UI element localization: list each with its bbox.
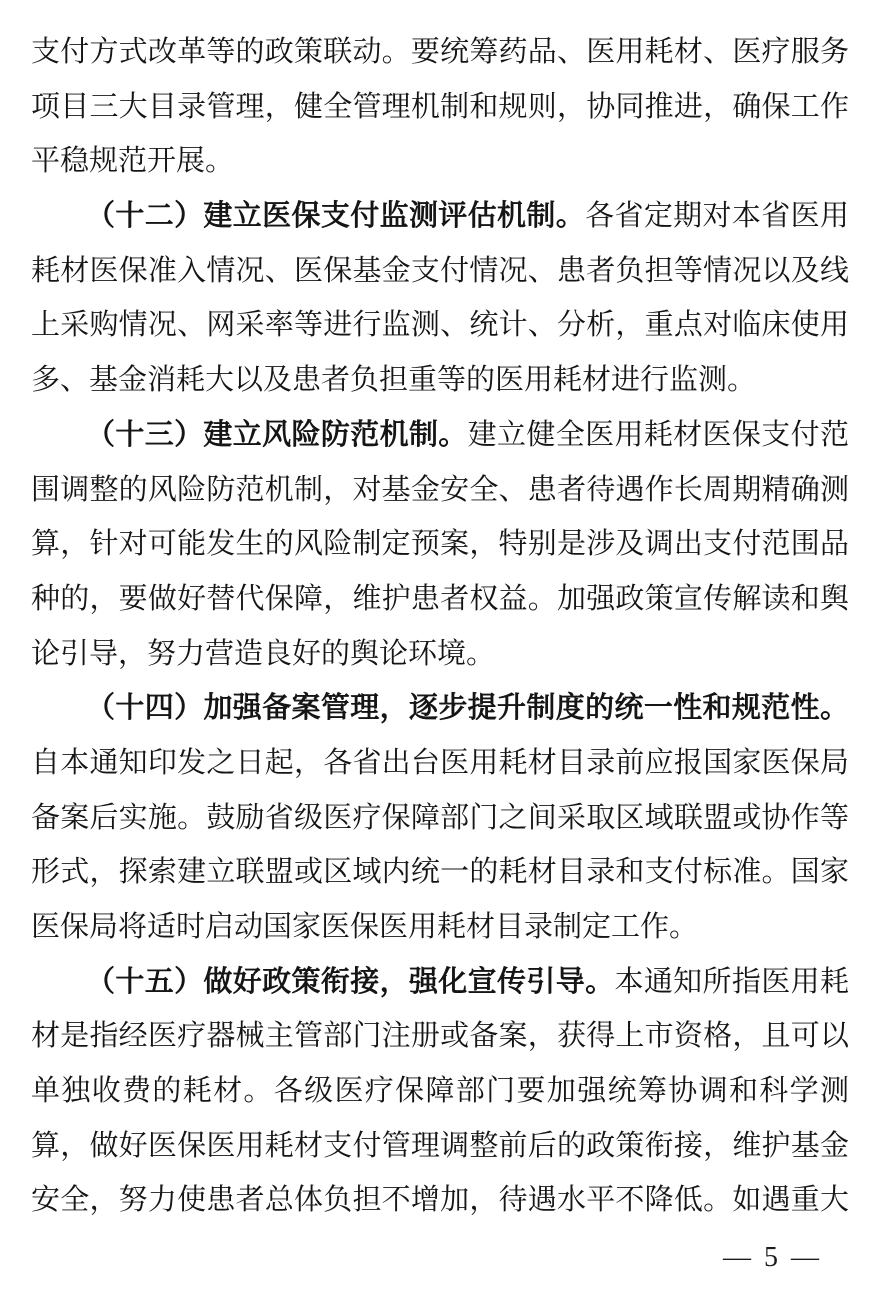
section-13 [31,408,849,681]
body-text: 单独收费的耗材。各级医疗保障部门要加强统筹协调和科学测 [31,1075,849,1108]
text-line [31,736,849,791]
body-text: 项目三大目录管理，健全管理机制和规则，协同推进，确保工作 [31,90,849,123]
body-text: 自本通知印发之日起，各省出台医用耗材目录前应报国家医保局 [31,746,849,779]
section-14 [31,681,849,954]
body-text: 多、基金消耗大以及患者负担重等的医用耗材进行监测。 [31,364,757,397]
text-line [31,791,849,846]
paragraph-continuation [31,25,849,189]
body-text: 形式，探索建立联盟或区域内统一的耗材目录和支付标准。国家 [31,856,849,889]
body-text: 备案后实施。鼓励省级医疗保障部门之间采取区域联盟或协作等 [31,801,849,834]
text-line [31,627,849,682]
body-text: 各省定期对本省医用 [585,200,849,233]
text-line [31,955,849,1010]
section-heading-text: （十三）建立风险防范机制。 [86,418,468,451]
text-line [31,900,849,955]
text-line [31,845,849,900]
body-text: 平稳规范开展。 [31,145,235,178]
body-text: 医保局将适时启动国家医保医用耗材目录制定工作。 [31,911,699,943]
text-line [31,1064,849,1119]
text-line [31,572,849,627]
body-text: 种的，要做好替代保障，维护患者权益。加强政策宣传解读和舆 [31,582,849,615]
section-heading-text: （十二）建立医保支付监测评估机制。 [86,200,586,233]
body-text: 支付方式改革等的政策联动。要统筹药品、医用耗材、医疗服务 [31,36,849,68]
section-15 [31,955,849,1228]
section-heading-text: （十四）加强备案管理，逐步提升制度的统一性和规范性。 [86,692,849,725]
page-number-dash-right: — [791,1242,819,1273]
text-line [31,298,849,353]
text-line [31,244,849,299]
body-text: 论引导，努力营造良好的舆论环境。 [31,637,496,670]
text-line [31,189,849,244]
section-heading-text: （十五）做好政策衔接，强化宣传引导。 [86,965,615,998]
body-text: 算，针对可能发生的风险制定预案，特别是涉及调出支付范围品 [31,528,849,561]
text-line [31,80,849,135]
page-number-dash-left: — [723,1242,751,1273]
body-text: 安全，努力使患者总体负担不增加，待遇水平不降低。如遇重大 [31,1184,849,1217]
text-line [31,134,849,189]
body-text: 围调整的风险防范机制，对基金安全、患者待遇作长周期精确测 [31,473,849,506]
text-line [31,353,849,408]
body-text: 本通知所指医用耗 [614,965,849,998]
body-text: 算，做好医保医用耗材支付管理调整前后的政策衔接，维护基金 [31,1129,849,1162]
body-text: 材是指经医疗器械主管部门注册或备案，获得上市资格，且可以 [31,1020,849,1053]
document-body [31,25,849,1228]
section-12 [31,189,849,408]
text-line [31,463,849,518]
text-line [31,1173,849,1228]
text-line [31,25,849,80]
text-line [31,408,849,463]
body-text: 耗材医保准入情况、医保基金支付情况、患者负担等情况以及线 [31,254,849,287]
body-text: 建立健全医用耗材医保支付范 [467,418,849,451]
body-text: 上采购情况、网采率等进行监测、统计、分析，重点对临床使用 [31,309,849,342]
page-number-value: 5 [764,1242,778,1273]
text-line [31,681,849,736]
text-line [31,1119,849,1174]
page-number [723,1242,819,1274]
text-line [31,517,849,572]
text-line [31,1009,849,1064]
